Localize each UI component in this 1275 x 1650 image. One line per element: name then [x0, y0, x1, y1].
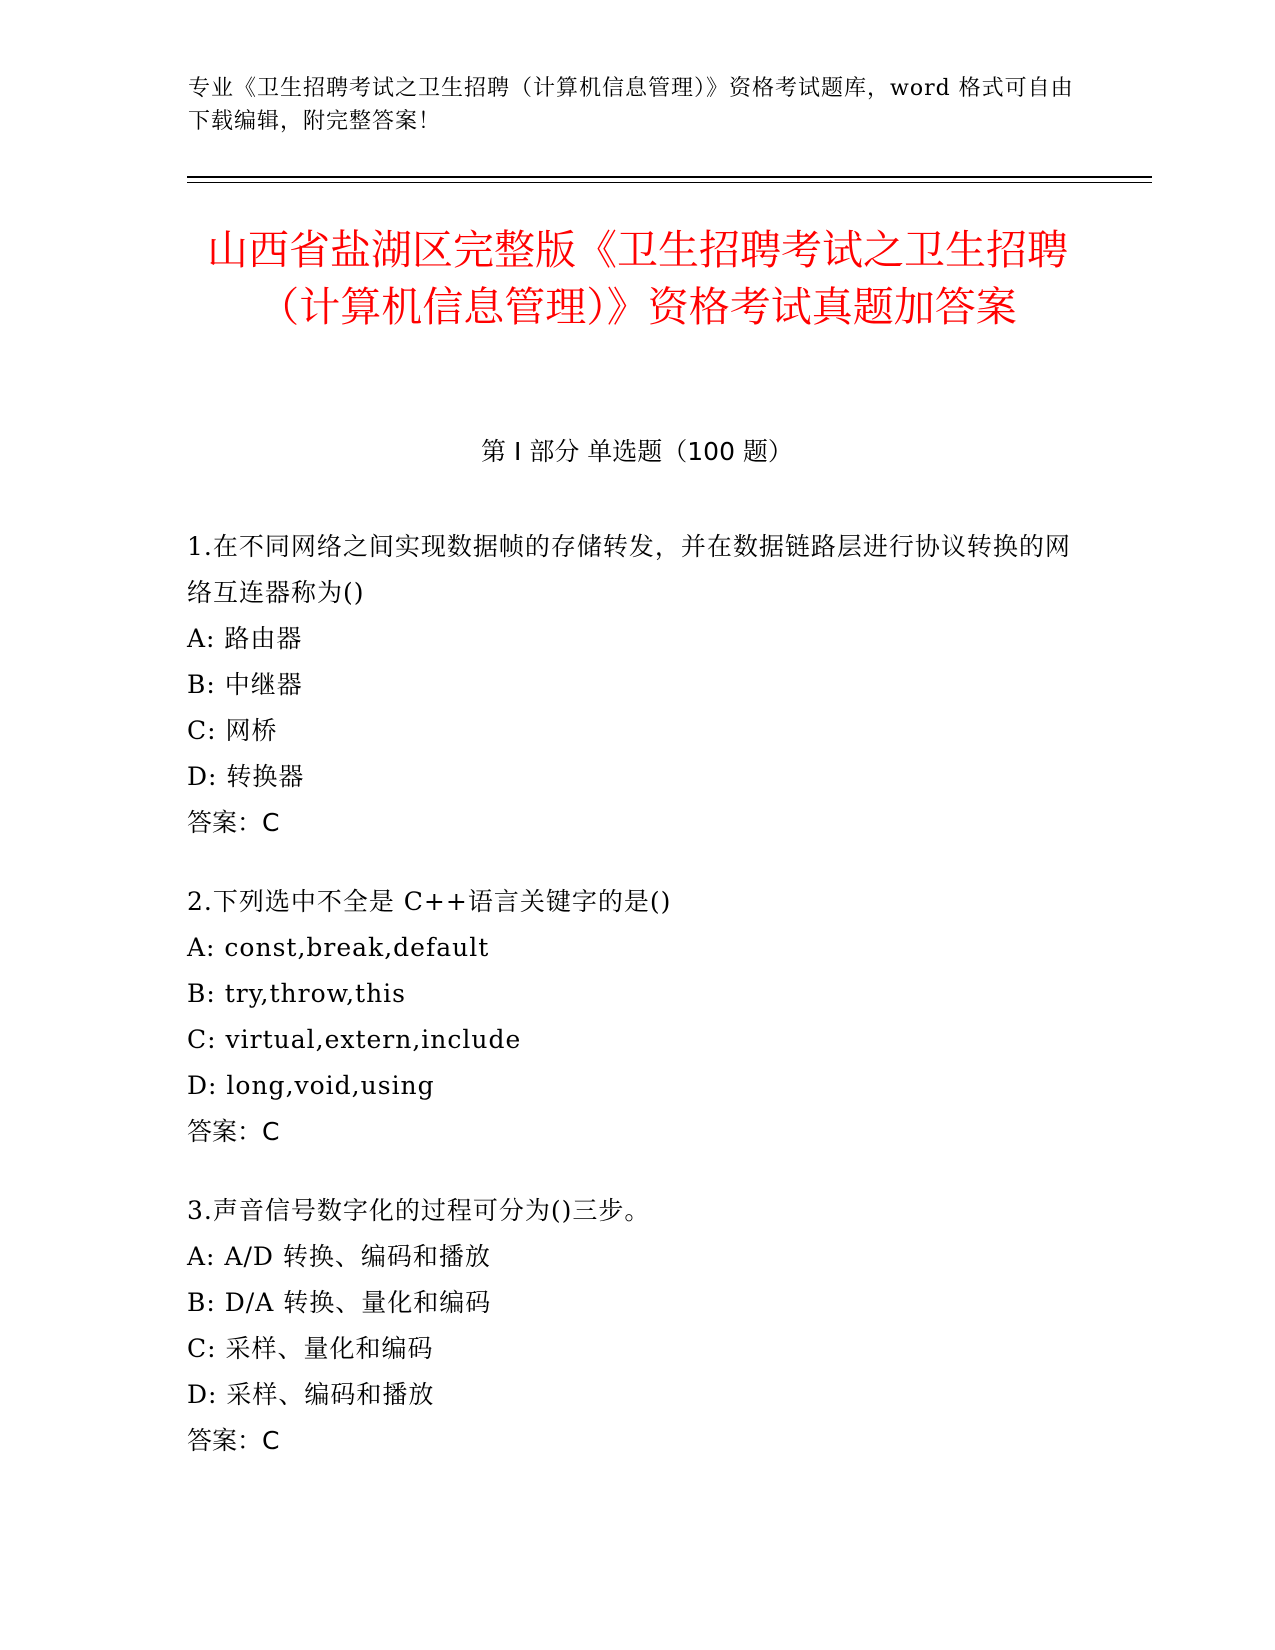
answer: 答案：C	[187, 1426, 280, 1455]
question-stem: 2.下列选中不全是 C++语言关键字的是()	[187, 887, 672, 916]
answer: 答案：C	[187, 1117, 280, 1146]
question-stem: 1.在不同网络之间实现数据帧的存储转发，并在数据链路层进行协议转换的网络互连器称为()	[187, 532, 1071, 607]
option-d: D: 采样、编码和播放	[187, 1380, 435, 1409]
header-divider-thin	[187, 182, 1152, 183]
option-c: C: 采样、量化和编码	[187, 1334, 434, 1363]
option-b: B: try,throw,this	[187, 979, 406, 1008]
question-list	[187, 524, 1087, 1497]
question-3	[187, 1188, 1087, 1464]
option-a: A: const,break,default	[187, 933, 490, 962]
option-d: D: long,void,using	[187, 1071, 435, 1100]
document-title: 山西省盐湖区完整版《卫生招聘考试之卫生招聘（计算机信息管理）》资格考试真题加答案	[207, 226, 1068, 331]
header-note: 专业《卫生招聘考试之卫生招聘（计算机信息管理）》资格考试题库，word 格式可自由下载编辑，附完整答案！	[188, 76, 1074, 134]
section-title: 第 I 部分 单选题（100 题）	[481, 437, 793, 466]
option-a: A: 路由器	[187, 624, 303, 653]
answer: 答案：C	[187, 808, 280, 837]
question-stem: 3.声音信号数字化的过程可分为()三步。	[187, 1196, 651, 1225]
question-1	[187, 524, 1087, 846]
question-2	[187, 879, 1087, 1155]
option-c: C: 网桥	[187, 716, 278, 745]
option-b: B: D/A 转换、量化和编码	[187, 1288, 492, 1317]
option-a: A: A/D 转换、编码和播放	[187, 1242, 491, 1271]
header-divider-thick	[187, 176, 1152, 178]
option-d: D: 转换器	[187, 762, 305, 791]
option-b: B: 中继器	[187, 670, 303, 699]
option-c: C: virtual,extern,include	[187, 1025, 522, 1054]
